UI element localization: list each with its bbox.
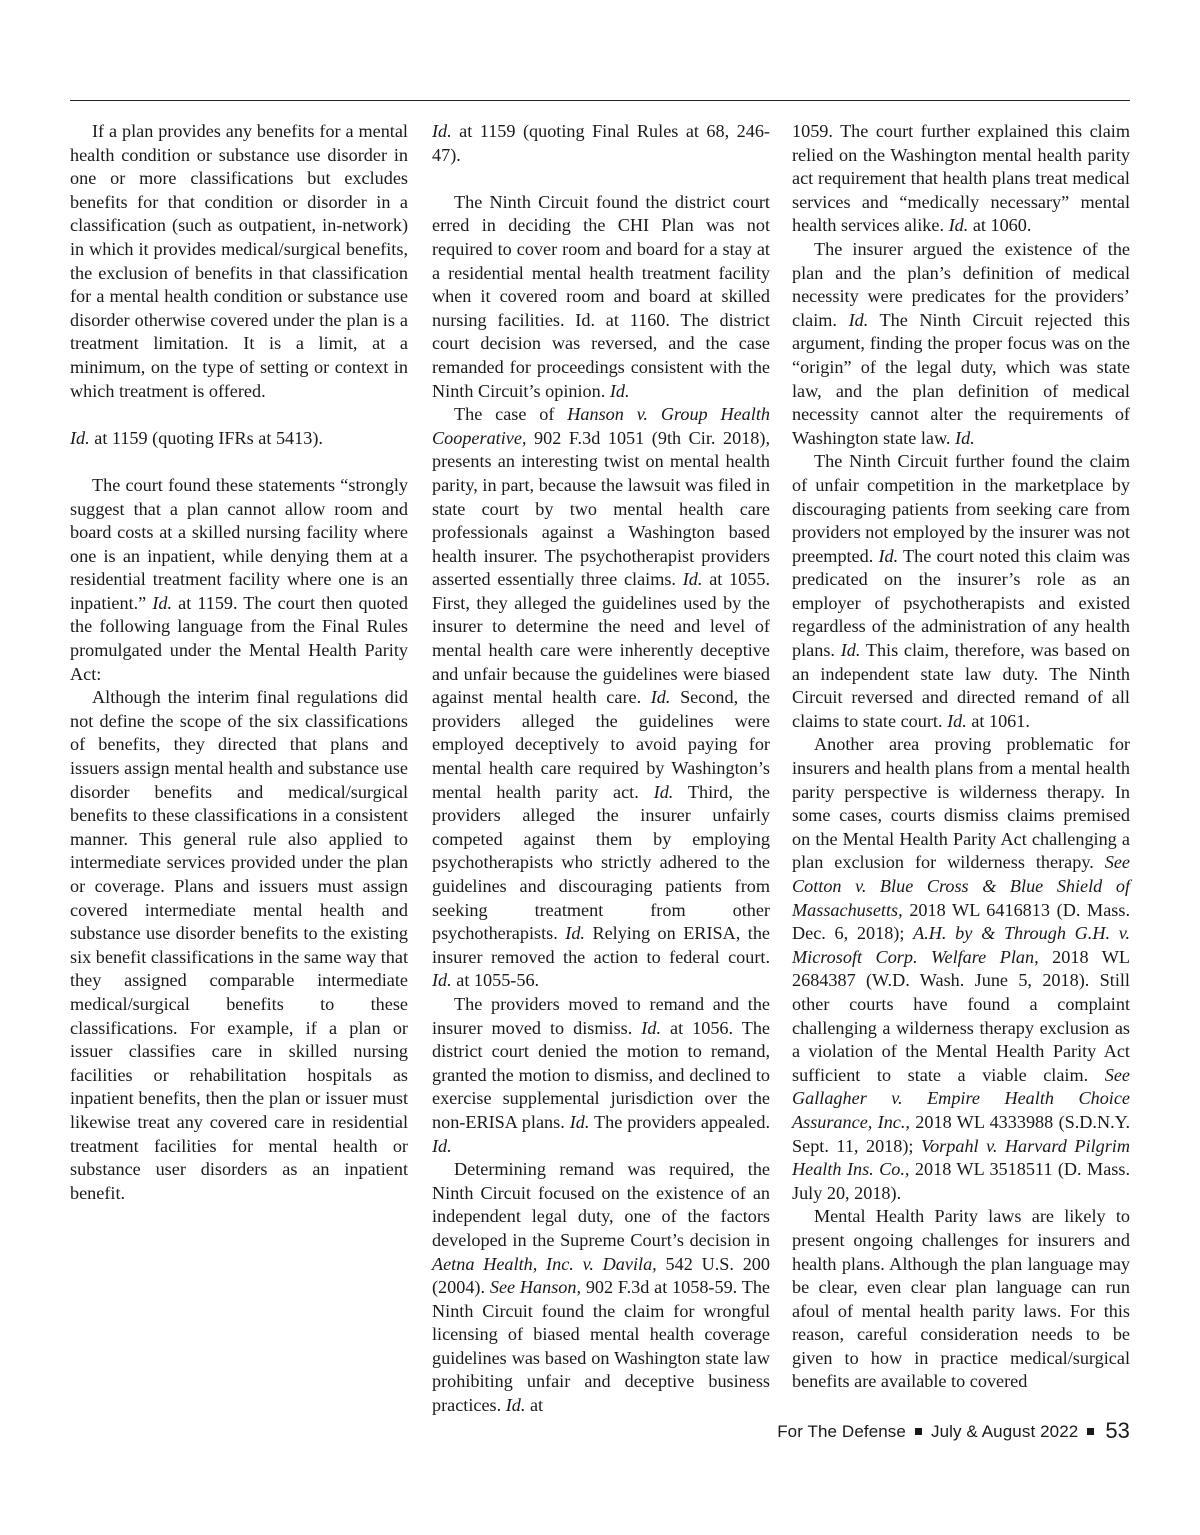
paragraph-insurer-argued: The insurer argued the existence of the plan and the plan’s definition of medical necessity were predicates for the providers’ claim. Id. The Ninth Circuit rejected this argument, finding the proper focus was on the “origin” of the legal duty, which was state law, and the plan definition of medical necessity cannot alter the requirements of Washington state law. Id. — [792, 238, 1130, 448]
header-rule — [70, 100, 1130, 101]
column-right — [792, 120, 1130, 1394]
block-quote-final-rules: Although the interim final regulations did not define the scope of the six classifications of benefits, they directed that plans and issuers assign mental health and substance use disorder benefits and medical/surgical benefits to these classifications in a consistent manner. This general rule also applied to intermediate services provided under the plan or coverage. Plans and issuers must assign covered intermediate mental health and substance use disorder benefits to the existing six benefit classifications in the same way that they assigned comparable intermediate medical/surgical benefits to these classifications. For example, if a plan or issuer classifies care in skilled nursing facilities or rehabilitation hospitals as inpatient benefits, then the plan or issuer must likewise treat any covered care in residential treatment facilities for mental health or substance user disorders as an inpatient benefit. — [70, 687, 408, 1203]
paragraph-continued: 1059. The court further explained this claim relied on the Washington mental health parity act requirement that health plans treat medical services and “medically necessary” mental health services alike. Id. at 1060. — [792, 121, 1130, 236]
citation-ifr: Id. at 1159 (quoting IFRs at 5413). — [70, 427, 323, 448]
paragraph-determining-remand: Determining remand was required, the Ninth Circuit focused on the existence of an independent legal duty, one of the factors developed in the Supreme Court’s decision in Aetna Health, Inc. v. Davila, 542 U.S. 200 (2004). See Hanson, 902 F.3d at 1058-59. The Ninth Circuit found the claim for wrongful licensing of biased mental health coverage guidelines was based on Washington state law prohibiting unfair and deceptive business practices. Id. at — [432, 1159, 770, 1416]
paragraph-court-found: The court found these statements “strongly suggest that a plan cannot allow room and board costs at a skilled nursing facility where one is an inpatient, while denying them at a residential treatment facility where one is an inpatient.” Id. at 1159. The court then quoted the following language from the Final Rules promulgated under the Mental Health Parity Act: — [70, 474, 408, 684]
page-footer — [777, 1418, 1130, 1444]
publication-name: For The Defense — [777, 1422, 906, 1441]
column-middle — [432, 120, 770, 1418]
issue-date: July & August 2022 — [930, 1422, 1079, 1441]
citation-final-rules: Id. at 1159 (quoting Final Rules at 68, 246-47). — [432, 121, 770, 165]
block-quote-ifr: If a plan provides any benefits for a mental health condition or substance use disorder in one or more classifications but excludes benefits for that condition or disorder in a classification (such as outpatient, in-network) in which it provides medical/surgical benefits, the exclusion of benefits in that classification for a mental health condition or substance use disorder otherwise covered under the plan is a treatment limitation. It is a limit, at a minimum, on the type of setting or context in which treatment is offered. — [70, 121, 408, 401]
paragraph-wilderness-therapy: Another area proving problematic for insurers and health plans from a mental health parity perspective is wilderness therapy. In some cases, courts dismiss claims premised on the Mental Health Parity Act challenging a plan exclusion for wilderness therapy. See Cotton v. Blue Cross & Blue Shield of Massachusetts, 2018 WL 6416813 (D. Mass. Dec. 6, 2018); A.H. by & Through G.H. v. Microsoft Corp. Welfare Plan, 2018 WL 2684387 (W.D. Wash. June 5, 2018). Still other courts have found a complaint challenging a wilderness therapy exclusion as a violation of the Mental Health Parity Act sufficient to state a viable claim. See Gallagher v. Empire Health Choice Assurance, Inc., 2018 WL 4333988 (S.D.N.Y. Sept. 11, 2018); Vorpahl v. Harvard Pilgrim Health Ins. Co., 2018 WL 3518511 (D. Mass. July 20, 2018). — [792, 734, 1130, 1203]
square-bullet-icon — [915, 1428, 922, 1435]
paragraph-hanson-case: The case of Hanson v. Group Health Cooperative, 902 F.3d 1051 (9th Cir. 2018), presents an interesting twist on mental health parity, in part, because the lawsuit was filed in state court by two mental health care professionals against a Washington based health insurer. The psychotherapist providers asserted essentially three claims. Id. at 1055. First, they alleged the guidelines used by the insurer to determine the need and level of mental health care were inherently deceptive and unfair because the guidelines were biased against mental health care. Id. Second, the providers alleged the guidelines were employed deceptively to avoid paying for mental health care required by Washington’s mental health parity act. Id. Third, the providers alleged the insurer unfairly competed against them by employing psychotherapists who strictly adhered to the guidelines and discouraging patients from seeking treatment from other psychotherapists. Id. Relying on ERISA, the insurer removed the action to federal court. Id. at 1055-56. — [432, 404, 770, 991]
paragraph-remand-motion: The providers moved to remand and the insurer moved to dismiss. Id. at 1056. The district court denied the motion to remand, granted the motion to dismiss, and declined to exercise supplemental jurisdiction over the non-ERISA plans. Id. The providers appealed. Id. — [432, 993, 771, 1156]
page-number: 53 — [1105, 1418, 1130, 1443]
paragraph-conclusion: Mental Health Parity laws are likely to present ongoing challenges for insurers and health plans. Although the plan language may be clear, even clear plan language can run afoul of mental health parity laws. For this reason, careful consideration needs to be given to how in practice medical/surgical benefits are available to covered — [792, 1206, 1130, 1392]
paragraph-ninth-circuit-chi: The Ninth Circuit found the district court erred in deciding the CHI Plan was not required to cover room and board for a stay at a residential mental health treatment facility when it covered room and board at skilled nursing facilities. Id. at 1160. The district court decision was reversed, and the case remanded for proceedings consistent with the Ninth Circuit’s opinion. Id. — [432, 191, 770, 401]
paragraph-unfair-competition: The Ninth Circuit further found the claim of unfair competition in the marketplace by discouraging patients from seeking care from providers not employed by the insurer was not preempted. Id. The court noted this claim was predicated on the insurer’s role as an employer of psychotherapists and existed regardless of the administration of any health plans. Id. This claim, therefore, was based on an independent state law duty. The Ninth Circuit reversed and directed remand of all claims to state court. Id. at 1061. — [792, 451, 1130, 731]
square-bullet-icon — [1087, 1428, 1094, 1435]
column-left — [70, 120, 408, 1205]
